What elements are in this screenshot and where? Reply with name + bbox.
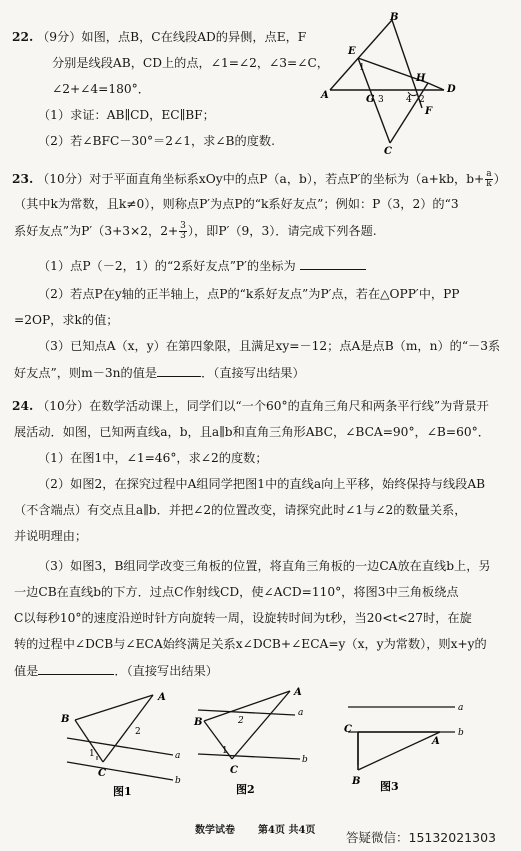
q23-number: 23. xyxy=(12,172,34,186)
q22-figure xyxy=(318,10,468,160)
q23-part1: （1）点P（－2，1）的“2系好友点”P′的坐标为 xyxy=(38,257,366,274)
q22-label-1: 1 xyxy=(359,63,365,73)
q23-header xyxy=(12,170,506,189)
q24-part3-cont4: 值是 ．（直接写出结果） xyxy=(14,664,218,678)
fig1-label-2: 2 xyxy=(135,727,141,737)
q22-label-A: A xyxy=(321,90,329,101)
q23-line3: 系好友点”为P′（3+3×2，2+ $\frac{3}{3}$ ），即P′（9，3）．请完成下列各题. xyxy=(14,221,377,241)
footer-page-number: 第4页 共4页 xyxy=(258,825,316,836)
q24-part2: （2）如图2，在探究过程中A组同学把图1中的直线a向上平移，始终保持与线段AB xyxy=(38,477,486,491)
fig1-label-b: b xyxy=(175,776,181,786)
fig3-label-A: A xyxy=(432,736,440,747)
q23-text-a: （10分）对于平面直角坐标系xOy中的点P（a，b），若点P′的坐标为（a+kb，b+ xyxy=(37,172,485,186)
q23-part2: （2）若点P在y轴的正半轴上，点P的“k系好友点”为P′点，若在△OPP′中，PP xyxy=(38,287,460,301)
fig1-caption: 图1 xyxy=(113,785,132,798)
fig2-caption: 图2 xyxy=(236,783,255,796)
q24-number: 24. xyxy=(12,399,34,413)
fig2-label-B: B xyxy=(194,717,203,728)
fig2-label-C: C xyxy=(230,765,238,776)
q23-fraction-a-over-k: $\frac{a}{k}$ xyxy=(486,169,492,189)
footer-left: 数学试卷 xyxy=(195,825,235,836)
q24-part3-cont: 一边CB在直线b的下方．过点C作射线CD，使∠ACD=110°，将图3中三角板绕点 xyxy=(14,585,459,599)
q24-part3-cont2: C以每秒10°的速度沿逆时针方向旋转一周，设旋转时间为t秒，当20<t<27时，在旋 xyxy=(14,611,472,625)
q24-figure-1 xyxy=(55,690,190,800)
q22-line3: ∠2+∠4=180°． xyxy=(52,82,150,96)
fig1-label-C: C xyxy=(98,768,106,779)
fig1-label-A: A xyxy=(158,692,166,703)
q22-text: （9分）如图，点B，C在线段AD的异侧，点E，F xyxy=(37,30,307,44)
fig2-label-2: 2 xyxy=(238,716,244,726)
q23-line2: （其中k为常数，且k≠0），则称点P′为点P的“k系好友点”；例如：P（3，2）的“3 xyxy=(14,197,459,211)
q23-text-b: ） xyxy=(493,172,506,186)
q23-part2-cont: =2OP，求k的值； xyxy=(14,313,119,327)
q24-figure-2 xyxy=(190,685,320,800)
q22-label-E: E xyxy=(348,46,356,57)
q23-fraction-3-over-3: $\frac{3}{3}$ xyxy=(180,221,186,241)
fig3-caption: 图3 xyxy=(380,780,399,793)
q24-figure-3 xyxy=(340,690,475,800)
q22-part1: （1）求证：AB∥CD，EC∥BF； xyxy=(38,108,215,122)
q24-part2-cont2: 并说明理由； xyxy=(14,529,88,543)
q24-text: （10分）在数学活动课上，同学们以“一个60°的直角三角尺和两条平行线”为背景开 xyxy=(37,399,489,413)
q22-label-G: G xyxy=(366,94,375,105)
q24-header xyxy=(12,398,489,414)
q24-part3-cont3: 转的过程中∠DCB与∠ECA始终满足关系x∠DCB+∠ECA=y（x，y为常数），则x+y的 xyxy=(14,637,487,651)
fig1-label-B: B xyxy=(61,714,70,725)
q24-part3: （3）如图3，B组同学改变三角板的位置，将直角三角板的一边CA放在直线b上，另 xyxy=(38,559,491,573)
q22-label-C: C xyxy=(384,146,392,157)
q23-part3-answer-blank[interactable] xyxy=(157,364,201,377)
q22-label-H: H xyxy=(416,73,426,84)
q23-part3-cont: 好友点”，则m－3n的值是 ．（直接写出结果） xyxy=(14,366,305,380)
q24-part3-answer-blank[interactable] xyxy=(38,662,114,675)
watermark-contact: 答疑微信：15132021303 xyxy=(346,830,496,845)
fig3-label-a: a xyxy=(458,703,464,713)
fig2-label-a: a xyxy=(298,708,304,718)
q22-label-B: B xyxy=(390,12,399,23)
fig1-label-a: a xyxy=(175,751,181,761)
fig3-label-b: b xyxy=(458,728,464,738)
fig2-label-1: 1 xyxy=(222,746,228,756)
q22-label-4: 4 xyxy=(406,95,412,105)
q22-label-F: F xyxy=(425,106,433,117)
q24-part1: （1）在图1中，∠1=46°，求∠2的度数； xyxy=(38,451,268,465)
q23-part1-answer-blank[interactable] xyxy=(300,257,366,270)
q22-label-2: 2 xyxy=(419,95,425,105)
q24-line2: 展活动．如图，已知两直线a，b，且a∥b和直角三角形ABC，∠BCA=90°，∠B=60°． xyxy=(14,425,490,439)
fig3-label-C: C xyxy=(344,724,352,735)
fig2-label-b: b xyxy=(302,755,308,765)
q22-label-3: 3 xyxy=(378,95,384,105)
fig1-label-1: 1 xyxy=(89,749,95,759)
q23-part3: （3）已知点A（x，y）在第四象限，且满足xy=－12；点A是点B（m，n）的“－3系 xyxy=(38,339,501,353)
fig2-label-A: A xyxy=(294,687,302,698)
q22-label-D: D xyxy=(447,84,456,95)
fig3-label-B: B xyxy=(352,776,361,787)
q22-line2: 分别是线段AB，CD上的点，∠1=∠2，∠3=∠C， xyxy=(52,56,329,70)
q24-part2-cont: （不含端点）有交点且a∥b．并把∠2的位置改变，请探究此时∠1与∠2的数量关系， xyxy=(14,503,467,517)
q22-number: 22. xyxy=(12,30,34,44)
q22-header xyxy=(12,29,306,45)
q22-part2: （2）若∠BFC－30°＝2∠1，求∠B的度数. xyxy=(38,134,275,148)
